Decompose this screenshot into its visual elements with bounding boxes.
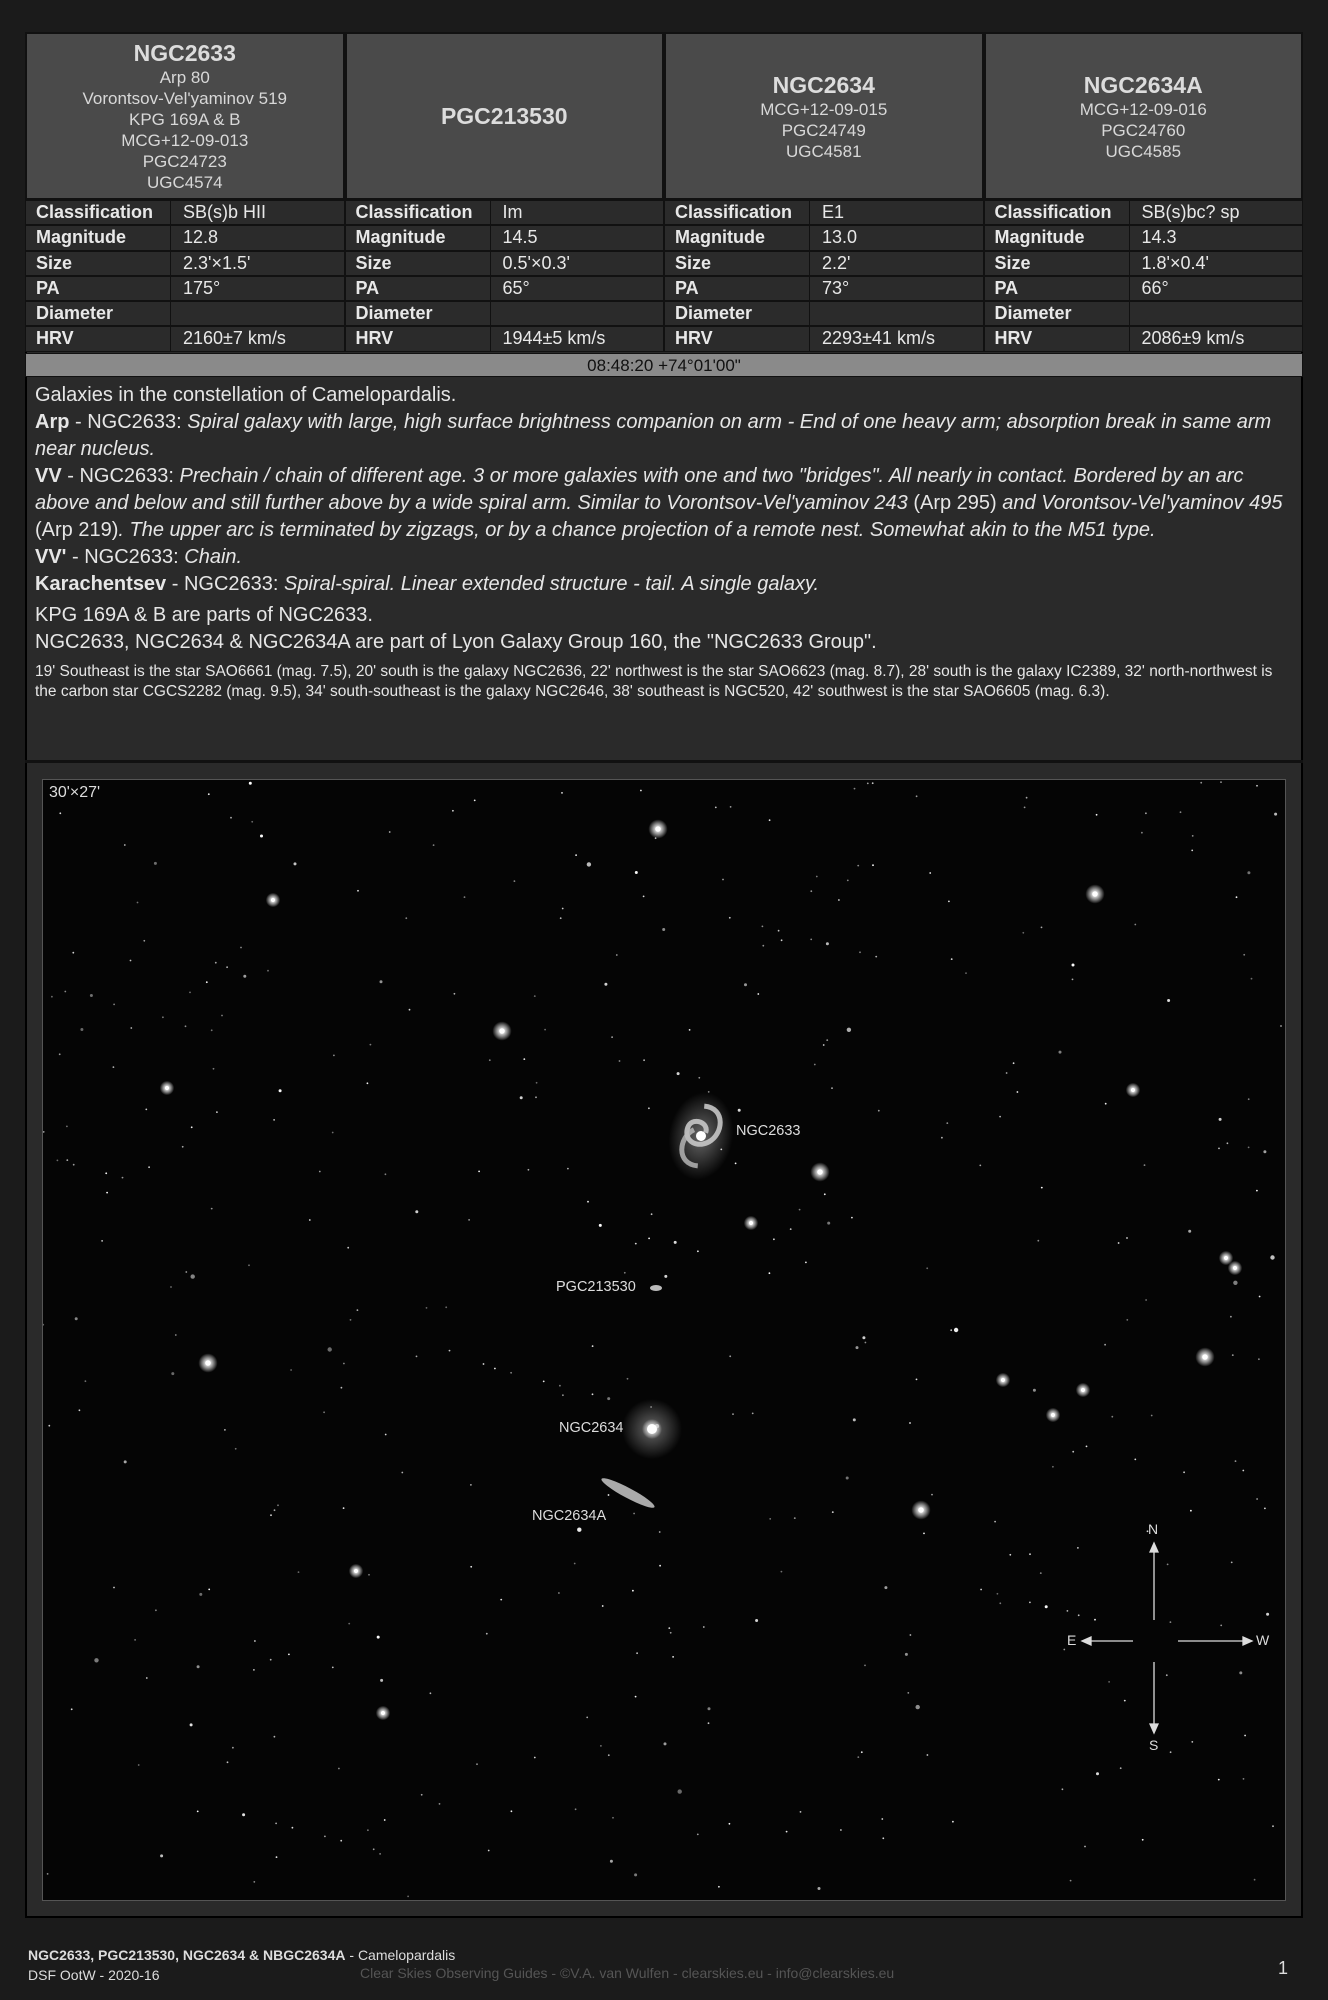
property-row-diameter — [345, 301, 665, 326]
footer-title-rest: - Camelopardalis — [345, 1947, 456, 1963]
property-row-hrv — [664, 326, 984, 351]
property-row-magnitude — [984, 225, 1304, 250]
property-label: HRV — [26, 327, 171, 350]
property-row-size — [984, 251, 1304, 276]
alias: PGC24749 — [781, 120, 866, 140]
property-value: SB(s)bc? sp — [1141, 202, 1240, 222]
property-value: 2.3'×1.5' — [183, 252, 251, 273]
property-row-pa — [984, 276, 1304, 301]
properties-column — [984, 200, 1304, 352]
ngc2634-galaxy — [622, 1399, 682, 1459]
field-of-view: 30'×27' — [49, 784, 101, 801]
compass-rose — [1082, 1543, 1252, 1733]
property-value: 1.8'×0.4' — [1141, 252, 1209, 273]
catalog-text: Chain. — [184, 546, 243, 568]
properties-column — [664, 200, 984, 352]
property-row-size — [664, 251, 984, 276]
object-name: PGC213530 — [440, 103, 568, 129]
alias: UGC4574 — [146, 173, 223, 192]
property-label: Diameter — [26, 302, 171, 325]
property-label: Diameter — [985, 302, 1130, 325]
property-row-diameter — [664, 301, 984, 326]
object-name: NGC2634 — [772, 71, 875, 98]
property-row-magnitude — [25, 225, 345, 250]
catalog-object: - NGC2633: — [166, 573, 285, 595]
catalog-key: Arp — [35, 411, 70, 433]
footer-title-bold: NGC2633, PGC213530, NGC2634 & NBGC2634A — [28, 1947, 346, 1963]
property-label: Size — [985, 252, 1130, 275]
catalog-ref: (Arp 219) — [35, 519, 119, 541]
property-value: 12.8 — [183, 227, 219, 248]
alias: UGC4581 — [785, 141, 862, 161]
property-value: 14.5 — [502, 227, 538, 248]
divider — [25, 760, 1303, 763]
object-name: NGC2633 — [133, 40, 236, 66]
catalog-text: and Vorontsov-Vel'yaminov 495 — [996, 492, 1283, 514]
karachentsev-entry — [35, 571, 1293, 598]
property-row-size — [345, 251, 665, 276]
property-row-pa — [345, 276, 665, 301]
catalog-key: VV' — [35, 546, 67, 568]
property-value: 2.2' — [822, 252, 851, 273]
property-label: Size — [26, 252, 171, 275]
header-pgc213530 — [345, 32, 665, 200]
catalog-object: - NGC2633: — [61, 465, 180, 487]
label-pgc213530: PGC213530 — [556, 1279, 636, 1295]
property-label: Diameter — [665, 302, 810, 325]
property-label: HRV — [346, 327, 491, 350]
header-ngc2634a — [984, 32, 1304, 200]
property-label: Classification — [665, 201, 810, 224]
property-row-pa — [664, 276, 984, 301]
property-value: E1 — [822, 202, 845, 222]
property-value: 65° — [502, 277, 530, 298]
catalog-text: Spiral galaxy with large, high surface brightness companion on arm - End of one heavy arm; absorption break in same arm near nucleus. — [35, 411, 1272, 460]
alias: Arp 80 — [159, 68, 210, 87]
property-label: Size — [346, 252, 491, 275]
property-row-diameter — [984, 301, 1304, 326]
catalog-text: Spiral-spiral. Linear extended structure - tail. A single galaxy. — [284, 573, 820, 595]
property-value: 14.3 — [1141, 227, 1177, 248]
label-ngc2634a: NGC2634A — [532, 1508, 607, 1524]
property-label: HRV — [665, 327, 810, 350]
property-value: SB(s)b HII — [183, 202, 267, 222]
property-label: HRV — [985, 327, 1130, 350]
property-value: 73° — [822, 277, 850, 298]
catalog-text: . The upper arc is terminated by zigzags, or by a chance projection of a remote nest. Somewhat akin to the M51 type. — [118, 519, 1156, 541]
compass-east: E — [1067, 1632, 1077, 1648]
coordinates: 08:48:20 +74°01'00" — [25, 353, 1303, 377]
alias: MCG+12-09-013 — [121, 131, 249, 150]
property-label: Classification — [26, 201, 171, 224]
catalog-object: - NGC2633: — [69, 411, 188, 433]
property-label: PA — [665, 277, 810, 300]
property-value: 2086±9 km/s — [1141, 328, 1245, 349]
object-name: NGC2634A — [1083, 71, 1203, 98]
property-label: Classification — [346, 201, 491, 224]
catalog-ref: (Arp 295) — [913, 492, 997, 514]
object-headers — [25, 32, 1303, 200]
compass-north: N — [1148, 1521, 1159, 1537]
compass-west: W — [1256, 1632, 1270, 1648]
footer-series: DSF OotW - 2020-16 — [28, 1967, 160, 1983]
description — [35, 382, 1293, 702]
property-row-size — [25, 251, 345, 276]
alias: MCG+12-09-016 — [1079, 99, 1207, 119]
property-value: 0.5'×0.3' — [502, 252, 570, 273]
property-value — [171, 302, 183, 325]
alias: KPG 169A & B — [128, 110, 241, 129]
alias: PGC24723 — [142, 152, 227, 171]
sky-image — [42, 779, 1286, 1901]
property-value — [1130, 302, 1142, 325]
properties-table — [25, 200, 1303, 352]
catalog-key: Karachentsev — [35, 573, 167, 595]
catalog-text: Prechain / chain of different age. 3 or more galaxies with one and two "bridges". All nearly in contact. Bordered by an arc above and below and still further above by a wide spiral arm. Similar to Vorontsov-Vel'yaminov 243 — [35, 465, 1244, 514]
stars — [43, 781, 1282, 1897]
arp-entry — [35, 409, 1293, 463]
star-field — [43, 780, 1285, 1900]
footer-title — [28, 1945, 455, 1965]
kpg-text: KPG 169A & B are parts of NGC2633. — [35, 604, 373, 626]
property-row-pa — [25, 276, 345, 301]
property-label: Size — [665, 252, 810, 275]
property-row-magnitude — [345, 225, 665, 250]
vvp-entry — [35, 544, 1293, 571]
property-row-diameter — [25, 301, 345, 326]
property-row-classification — [25, 200, 345, 225]
property-label: Magnitude — [26, 226, 171, 249]
header-ngc2633 — [25, 32, 345, 200]
alias: UGC4585 — [1105, 141, 1182, 161]
surroundings-text: 19' Southeast is the star SAO6661 (mag. 7.5), 20' south is the galaxy NGC2636, 22' northwest is the star SAO6623 (mag. 8.7), 28' south is the galaxy IC2389, 32' north-northwest is the carbon star CGCS2282 (mag. 9.5), 34' south-southeast is the galaxy NGC2646, 38' southeast is NGC520, 42' southwest is the star SAO6605 (mag. 6.3). — [35, 663, 1273, 700]
property-row-classification — [664, 200, 984, 225]
compass-south: S — [1149, 1737, 1159, 1753]
property-label: Magnitude — [346, 226, 491, 249]
property-value: 175° — [183, 277, 221, 298]
property-value — [491, 302, 503, 325]
group-text: NGC2633, NGC2634 & NGC2634A are part of Lyon Galaxy Group 160, the "NGC2633 Group". — [35, 631, 877, 653]
label-ngc2633: NGC2633 — [736, 1123, 801, 1139]
alias: MCG+12-09-015 — [760, 99, 888, 119]
ngc2634a-galaxy — [599, 1475, 657, 1512]
property-value: 13.0 — [822, 227, 858, 248]
ngc2633-galaxy — [662, 1087, 740, 1185]
intro-text: Galaxies in the constellation of Camelopardalis. — [35, 384, 457, 406]
property-row-hrv — [345, 326, 665, 351]
property-label: Magnitude — [985, 226, 1130, 249]
property-row-classification — [345, 200, 665, 225]
property-value: 2293±41 km/s — [822, 328, 935, 349]
label-ngc2634: NGC2634 — [559, 1420, 624, 1436]
properties-column — [345, 200, 665, 352]
footer-credit: Clear Skies Observing Guides - ©V.A. van Wulfen - clearskies.eu - info@clearskies.eu — [360, 1965, 895, 1981]
catalog-object: - NGC2633: — [66, 546, 185, 568]
pgc213530-galaxy — [650, 1285, 662, 1291]
property-value: Im — [502, 202, 523, 222]
property-row-magnitude — [664, 225, 984, 250]
catalog-key: VV — [35, 465, 62, 487]
properties-column — [25, 200, 345, 352]
property-label: PA — [26, 277, 171, 300]
property-value: 1944±5 km/s — [502, 328, 606, 349]
property-label: PA — [346, 277, 491, 300]
property-value: 66° — [1141, 277, 1169, 298]
property-row-hrv — [984, 326, 1304, 351]
header-ngc2634 — [664, 32, 984, 200]
property-label: PA — [985, 277, 1130, 300]
property-label: Diameter — [346, 302, 491, 325]
alias: Vorontsov-Vel'yaminov 519 — [82, 89, 288, 108]
property-value: 2160±7 km/s — [183, 328, 286, 349]
page-number: 1 — [1277, 1958, 1288, 1978]
property-value — [810, 302, 822, 325]
property-row-hrv — [25, 326, 345, 351]
alias: PGC24760 — [1101, 120, 1186, 140]
property-label: Magnitude — [665, 226, 810, 249]
property-row-classification — [984, 200, 1304, 225]
property-label: Classification — [985, 201, 1130, 224]
vv-entry — [35, 463, 1293, 544]
